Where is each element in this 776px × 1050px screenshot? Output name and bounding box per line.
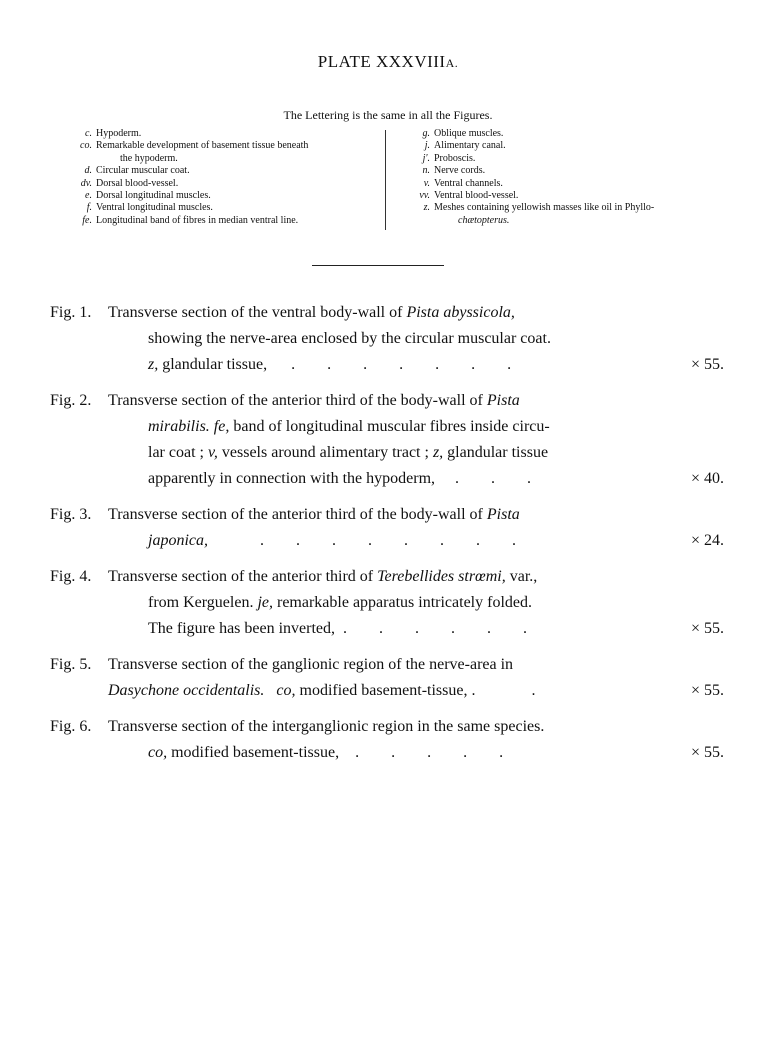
figure-caption-4: Fig. 4. Transverse section of the anterior third of Terebellides strœmi, var., from Kerguelen. je, remarkable apparatus intricately folded. The figure has been inverted, . . . . . . × 55. (50, 564, 730, 642)
magnification: × 24. (690, 532, 724, 549)
figure-label: Fig. 6. (50, 718, 92, 735)
legend-row: chætopterus. (458, 214, 510, 226)
figure-captions (50, 300, 730, 776)
figure-label: Fig. 1. (50, 304, 92, 321)
legend-row: v. Ventral channels. (423, 177, 503, 189)
figure-caption-3: Fig. 3. Transverse section of the anterior third of the body-wall of Pista japonica, . . . . . . . . × 24. (50, 502, 730, 554)
legend-row: f. Ventral longitudinal muscles. (86, 202, 213, 214)
plate-title: PLATE XXXVIIIA. (317, 52, 459, 71)
legend-row: c. Hypoderm. (85, 128, 142, 139)
figure-caption-5: Fig. 5. Transverse section of the ganglionic region of the nerve-area in Dasychone occidentalis. co, modified basement-tissue, . . × 55. (50, 652, 730, 704)
magnification: × 55. (690, 744, 724, 761)
section-rule (312, 265, 444, 266)
magnification: × 55. (690, 356, 724, 373)
figure-caption-2: Fig. 2. Transverse section of the anterior third of the body-wall of Pista mirabilis. fe, band of longitudinal muscular fibres inside circu- lar coat ; v, vessels around alimentary tract ; z, glandular tissue apparently in connection with the hypoderm, . . . × 40. (50, 388, 730, 492)
legend-row: dv. Dorsal blood-vessel. (80, 177, 179, 189)
magnification: × 55. (690, 620, 724, 637)
legend-row: the hypoderm. (120, 152, 178, 164)
figure-label: Fig. 3. (50, 506, 92, 523)
magnification: × 40. (690, 470, 724, 487)
figure-label: Fig. 2. (50, 392, 92, 409)
legend-row: j. Alimentary canal. (424, 140, 506, 152)
figure-label: Fig. 4. (50, 568, 92, 585)
legend-left-column (60, 128, 380, 227)
legend-row: j'. Proboscis. (422, 152, 476, 164)
legend-row: co. Remarkable development of basement tissue beneath (80, 140, 309, 152)
legend-row: d. Circular muscular coat. (84, 165, 190, 177)
figure-caption-1: Fig. 1. Transverse section of the ventral body-wall of Pista abyssicola, showing the nerve-area enclosed by the circular muscular coat. z, glandular tissue, . . . . . . . × 55. (50, 300, 730, 378)
legend-row: g. Oblique muscles. (422, 128, 504, 139)
magnification: × 55. (690, 682, 724, 699)
figure-caption-6: Fig. 6. Transverse section of the interganglionic region in the same species. co, modified basement-tissue, . . . . . × 55. (50, 714, 730, 766)
legend-right-column (398, 128, 728, 227)
legend-row: z. Meshes containing yellowish masses like oil in Phyllo- (423, 202, 655, 214)
legend-row: vv. Ventral blood-vessel. (419, 190, 519, 202)
legend-row: n. Nerve cords. (422, 165, 486, 177)
legend-row: fe. Longitudinal band of fibres in median ventral line. (82, 214, 299, 226)
lettering-heading: The Lettering is the same in all the Figures. (283, 108, 493, 122)
legend-row: e. Dorsal longitudinal muscles. (85, 190, 211, 202)
legend-divider (385, 130, 386, 230)
figure-label: Fig. 5. (50, 656, 92, 673)
